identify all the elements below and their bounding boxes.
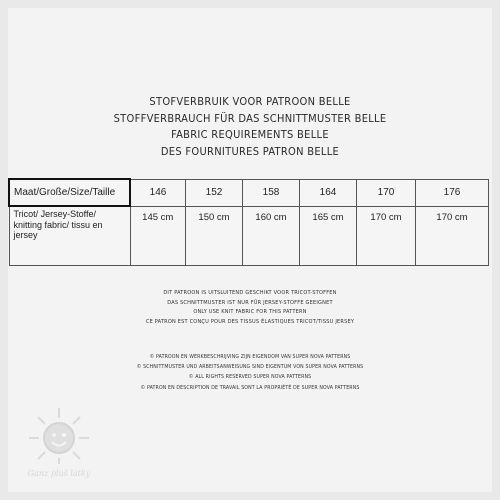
fabric-requirements-table (8, 178, 489, 266)
fabric-amount-cell: 145 cm (130, 206, 186, 265)
size-cell: 158 (243, 179, 300, 206)
size-cell: 164 (300, 179, 357, 206)
fabric-amount-cell: 170 cm (416, 206, 489, 265)
title-line-english: FABRIC REQUIREMENTS BELLE (171, 128, 329, 141)
size-cell: 146 (130, 179, 186, 206)
knit-fabric-note (0, 289, 500, 327)
note-line: ONLY USE KNIT FABRIC FOR THIS PATTERN (193, 309, 307, 315)
title-line-french: DES FOURNITURES PATRON BELLE (160, 144, 340, 158)
fabric-requirements-title (0, 94, 500, 160)
size-cell: 152 (186, 179, 243, 206)
title-line-dutch: STOFVERBRUIK VOOR PATROON BELLE (149, 95, 351, 108)
note-line: DAS SCHNITTMUSTER IST NUR FÜR JERSEY-STOFFE GEEIGNET (167, 299, 333, 306)
svg-text:Ganz pluš látky: Ganz pluš látky (27, 469, 91, 478)
table-row (9, 206, 489, 265)
copyright-line: © PATROON EN WERKBESCHRIJVING ZIJN EIGENDOM VAN SUPER NOVA PATTERNS (149, 354, 351, 360)
fabric-amount-cell: 150 cm (186, 206, 243, 265)
size-cell: 176 (416, 179, 489, 206)
fabric-type-label: Tricot/ Jersey-Stoffe/ knitting fabric/ tissu en jersey (9, 206, 130, 265)
fabric-amount-cell: 160 cm (243, 206, 300, 265)
size-cell: 170 (357, 179, 416, 206)
note-line: DIT PATROON IS UITSLUITEND GESCHIKT VOOR TRICOT-STOFFEN (163, 290, 337, 296)
copyright-line: © ALL RIGHTS RESERVED SUPER NOVA PATTERNS (188, 374, 312, 381)
title-line-german: STOFFVERBRAUCH FÜR DAS SCHNITTMUSTER BELLE (113, 111, 387, 125)
size-header-label: Maat/Große/Size/Taille (9, 179, 130, 206)
fabric-amount-cell: 170 cm (357, 206, 416, 265)
smiling-sun-logo-watermark (14, 404, 104, 482)
copyright-line: © PATRON EN DESCRIPTION DE TRAVAIL SONT LA PROPRIÉTÉ DE SUPER NOVA PATTERNS (140, 384, 360, 391)
note-line: CE PATRON EST CONÇU POUR DES TISSUS ÉLASTIQUES TRICOT/TISSU JERSEY (145, 318, 355, 325)
fabric-amount-cell: 165 cm (300, 206, 357, 265)
copyright-line: © SCHNITTMUSTER UND ARBEITSANWEISUNG SIND EIGENTUM VON SUPER NOVA PATTERNS (136, 364, 364, 371)
table-header-row (9, 179, 489, 206)
copyright-notice (0, 352, 500, 393)
